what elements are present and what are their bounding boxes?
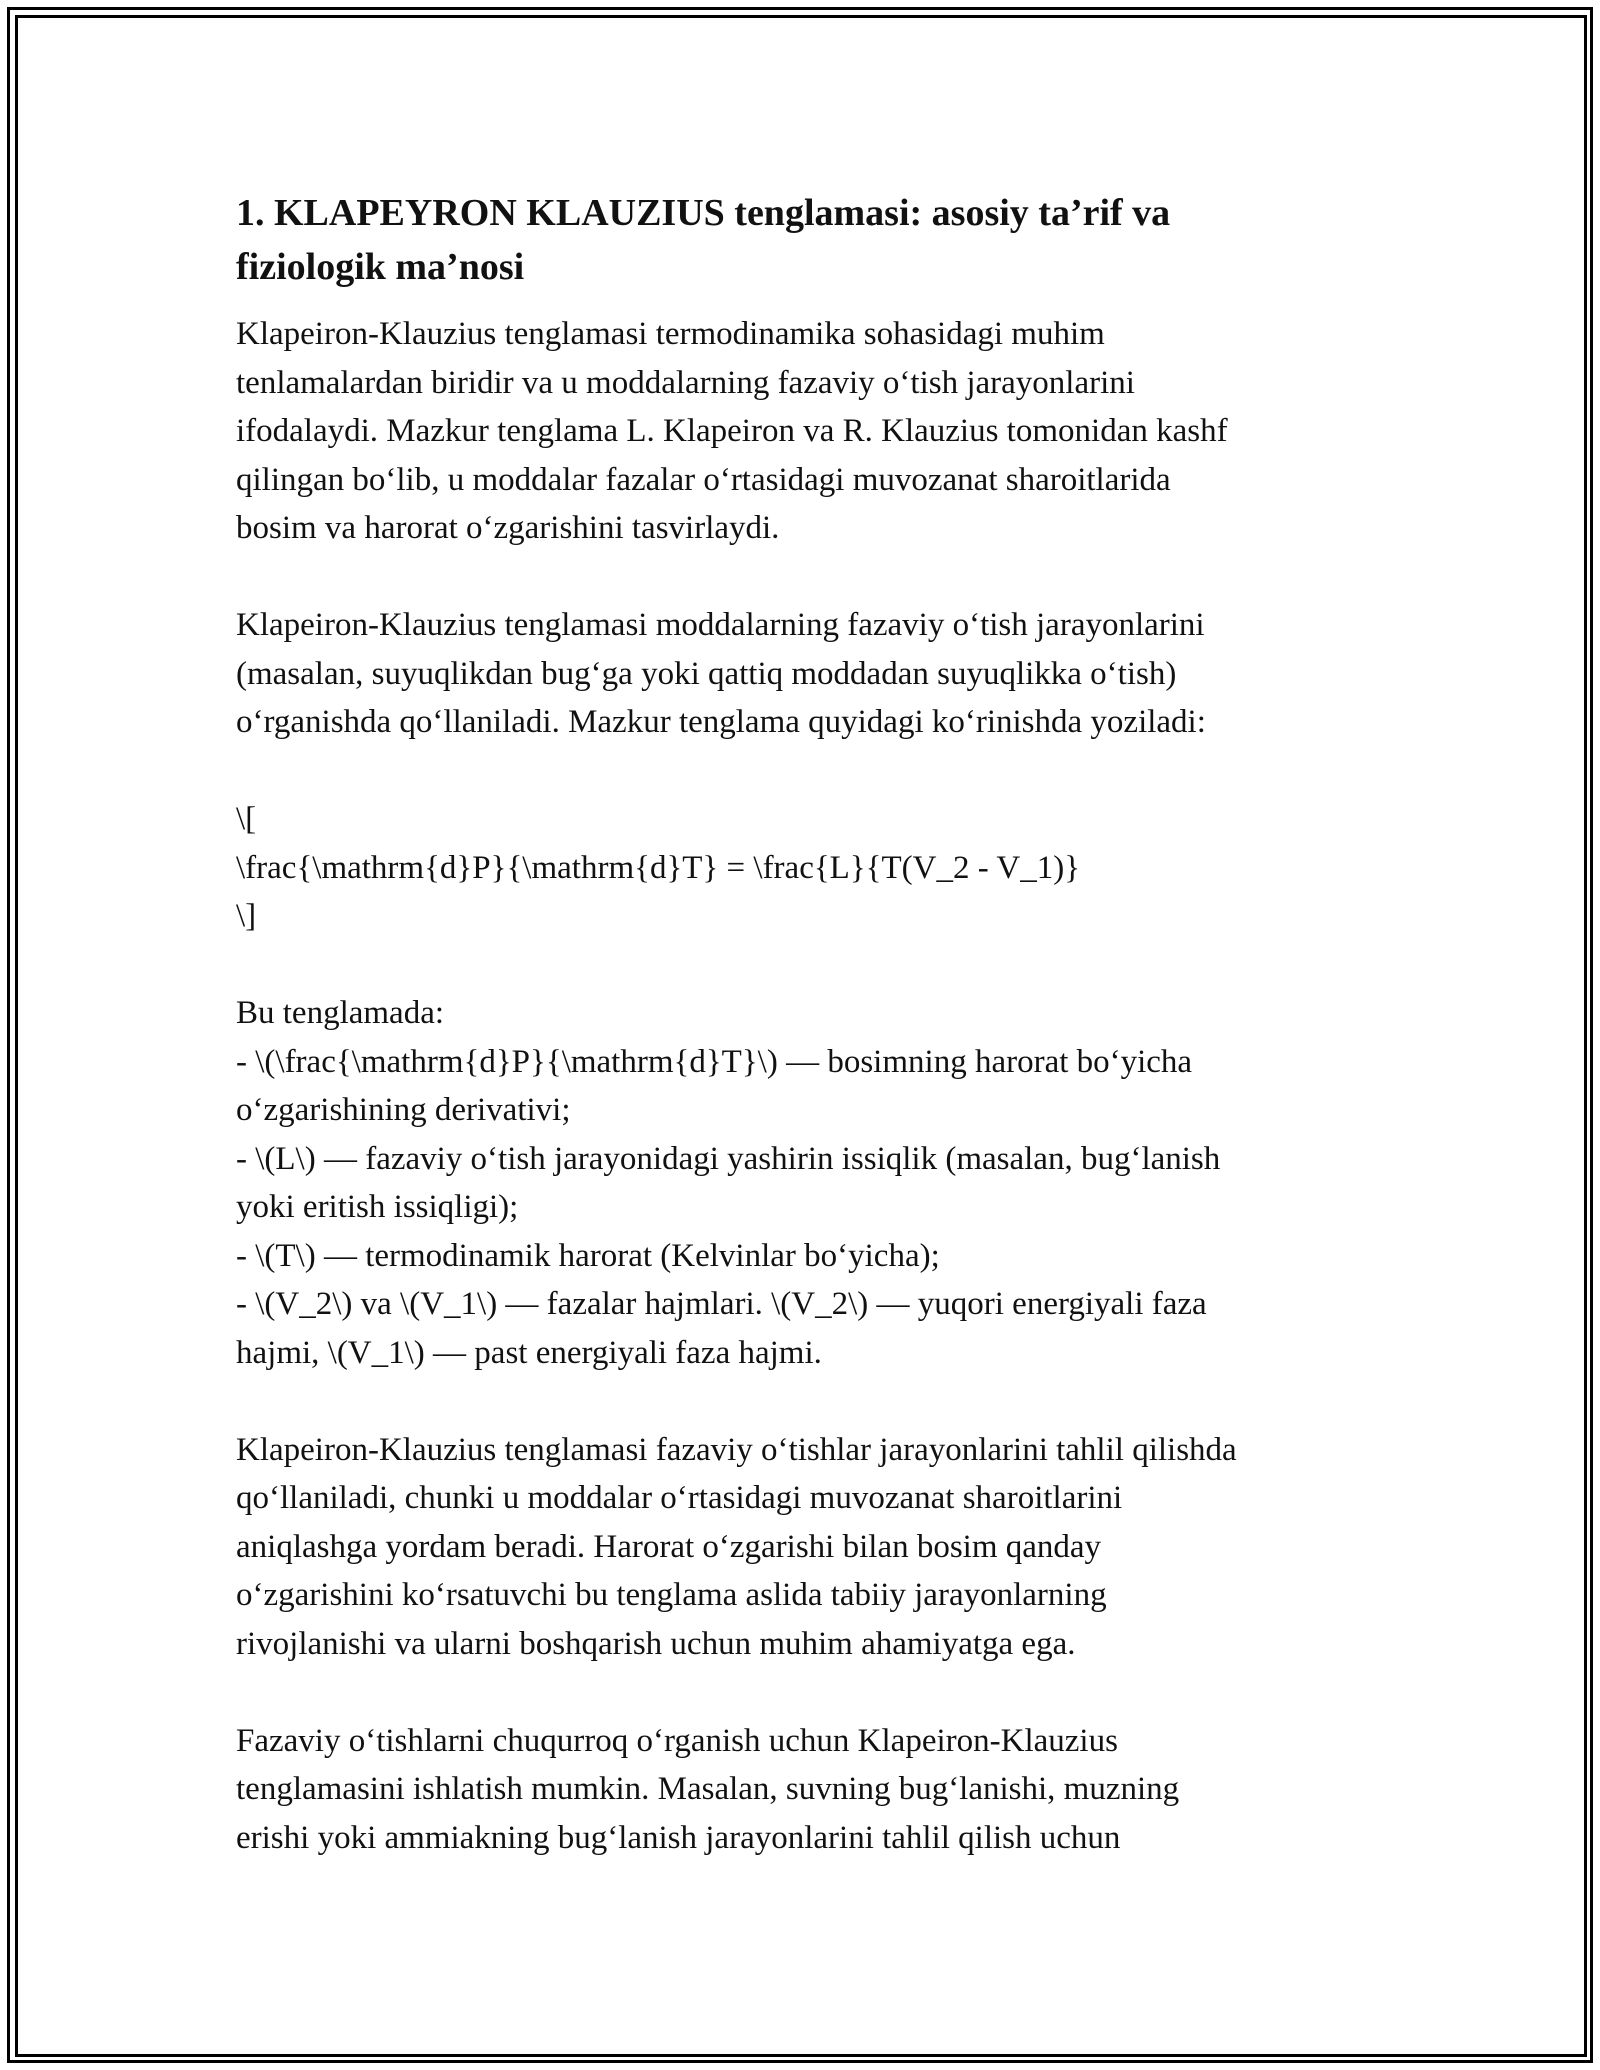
- text-line: hajmi, \(V_1\) — past energiyali faza hajmi.: [236, 1334, 822, 1371]
- text-line: Klapeiron-Klauzius tenglamasi moddalarning fazaviy o‘tish jarayonlarini: [236, 607, 1205, 643]
- text-line: rivojlanishi va ularni boshqarish uchun muhim ahamiyatga ega.: [236, 1625, 1076, 1662]
- equation-line: \]: [236, 898, 257, 934]
- text-line: qo‘llaniladi, chunki u moddalar o‘rtasidagi muvozanat sharoitlarini: [236, 1480, 1123, 1516]
- text-line: Bu tenglamada:: [236, 995, 445, 1031]
- text-line: o‘zgarishini ko‘rsatuvchi bu tenglama aslida tabiiy jarayonlarning: [236, 1577, 1107, 1613]
- text-line: bosim va harorat o‘zgarishini tasvirlaydi.: [236, 510, 780, 546]
- text-line: erishi yoki ammiakning bug‘lanish jarayonlarini tahlil qilish uchun: [236, 1819, 1121, 1856]
- paragraph-usage: [236, 601, 1366, 747]
- list-item: - \(\frac{\mathrm{d}P}{\mathrm{d}T}\) — bosimning harorat bo‘yicha: [236, 1043, 1193, 1080]
- paragraph-examples: [236, 1717, 1366, 1863]
- text-line: tenglamasini ishlatish mumkin. Masalan, suvning bug‘lanishi, muzning: [236, 1771, 1180, 1807]
- equation-line: \frac{\mathrm{d}P}{\mathrm{d}T} = \frac{L}{T(V_2 - V_1)}: [236, 849, 1081, 886]
- text-line: qilingan bo‘lib, u moddalar fazalar o‘rtasidagi muvozanat sharoitlarida: [236, 461, 1171, 498]
- text-line: o‘rganishda qo‘llaniladi. Mazkur tenglama quyidagi ko‘rinishda yoziladi:: [236, 704, 1206, 740]
- document-body: [236, 186, 1366, 1911]
- paragraph-analysis: [236, 1426, 1366, 1669]
- paragraph-variables: [236, 989, 1366, 1377]
- section-heading: [236, 186, 1366, 294]
- equation-line: \[: [236, 801, 257, 837]
- equation-block: [236, 795, 1366, 941]
- text-line: yoki eritish issiqligi);: [236, 1189, 519, 1225]
- list-item: - \(T\) — termodinamik harorat (Kelvinlar bo‘yicha);: [236, 1237, 940, 1274]
- text-line: o‘zgarishining derivativi;: [236, 1092, 571, 1128]
- list-item: - \(V_2\) va \(V_1\) — fazalar hajmlari. \(V_2\) — yuqori energiyali faza: [236, 1286, 1207, 1322]
- list-item: - \(L\) — fazaviy o‘tish jarayonidagi yashirin issiqlik (masalan, bug‘lanish: [236, 1140, 1221, 1177]
- text-line: (masalan, suyuqlikdan bug‘ga yoki qattiq moddadan suyuqlikka o‘tish): [236, 655, 1177, 692]
- text-line: ifodalaydi. Mazkur tenglama L. Klapeiron va R. Klauzius tomonidan kashf: [236, 413, 1228, 449]
- text-line: Klapeiron-Klauzius tenglamasi fazaviy o‘tishlar jarayonlarini tahlil qilishda: [236, 1431, 1237, 1468]
- heading-line: fiziologik ma’nosi: [236, 246, 525, 288]
- text-line: tenlamalardan biridir va u moddalarning fazaviy o‘tish jarayonlarini: [236, 364, 1135, 401]
- heading-line: 1. KLAPEYRON KLAUZIUS tenglamasi: asosiy ta’rif va: [236, 192, 1171, 234]
- text-line: Klapeiron-Klauzius tenglamasi termodinamika sohasidagi muhim: [236, 316, 1105, 352]
- text-line: Fazaviy o‘tishlarni chuqurroq o‘rganish uchun Klapeiron-Klauzius: [236, 1722, 1118, 1759]
- text-line: aniqlashga yordam beradi. Harorat o‘zgarishi bilan bosim qanday: [236, 1528, 1102, 1565]
- paragraph-intro: [236, 310, 1366, 553]
